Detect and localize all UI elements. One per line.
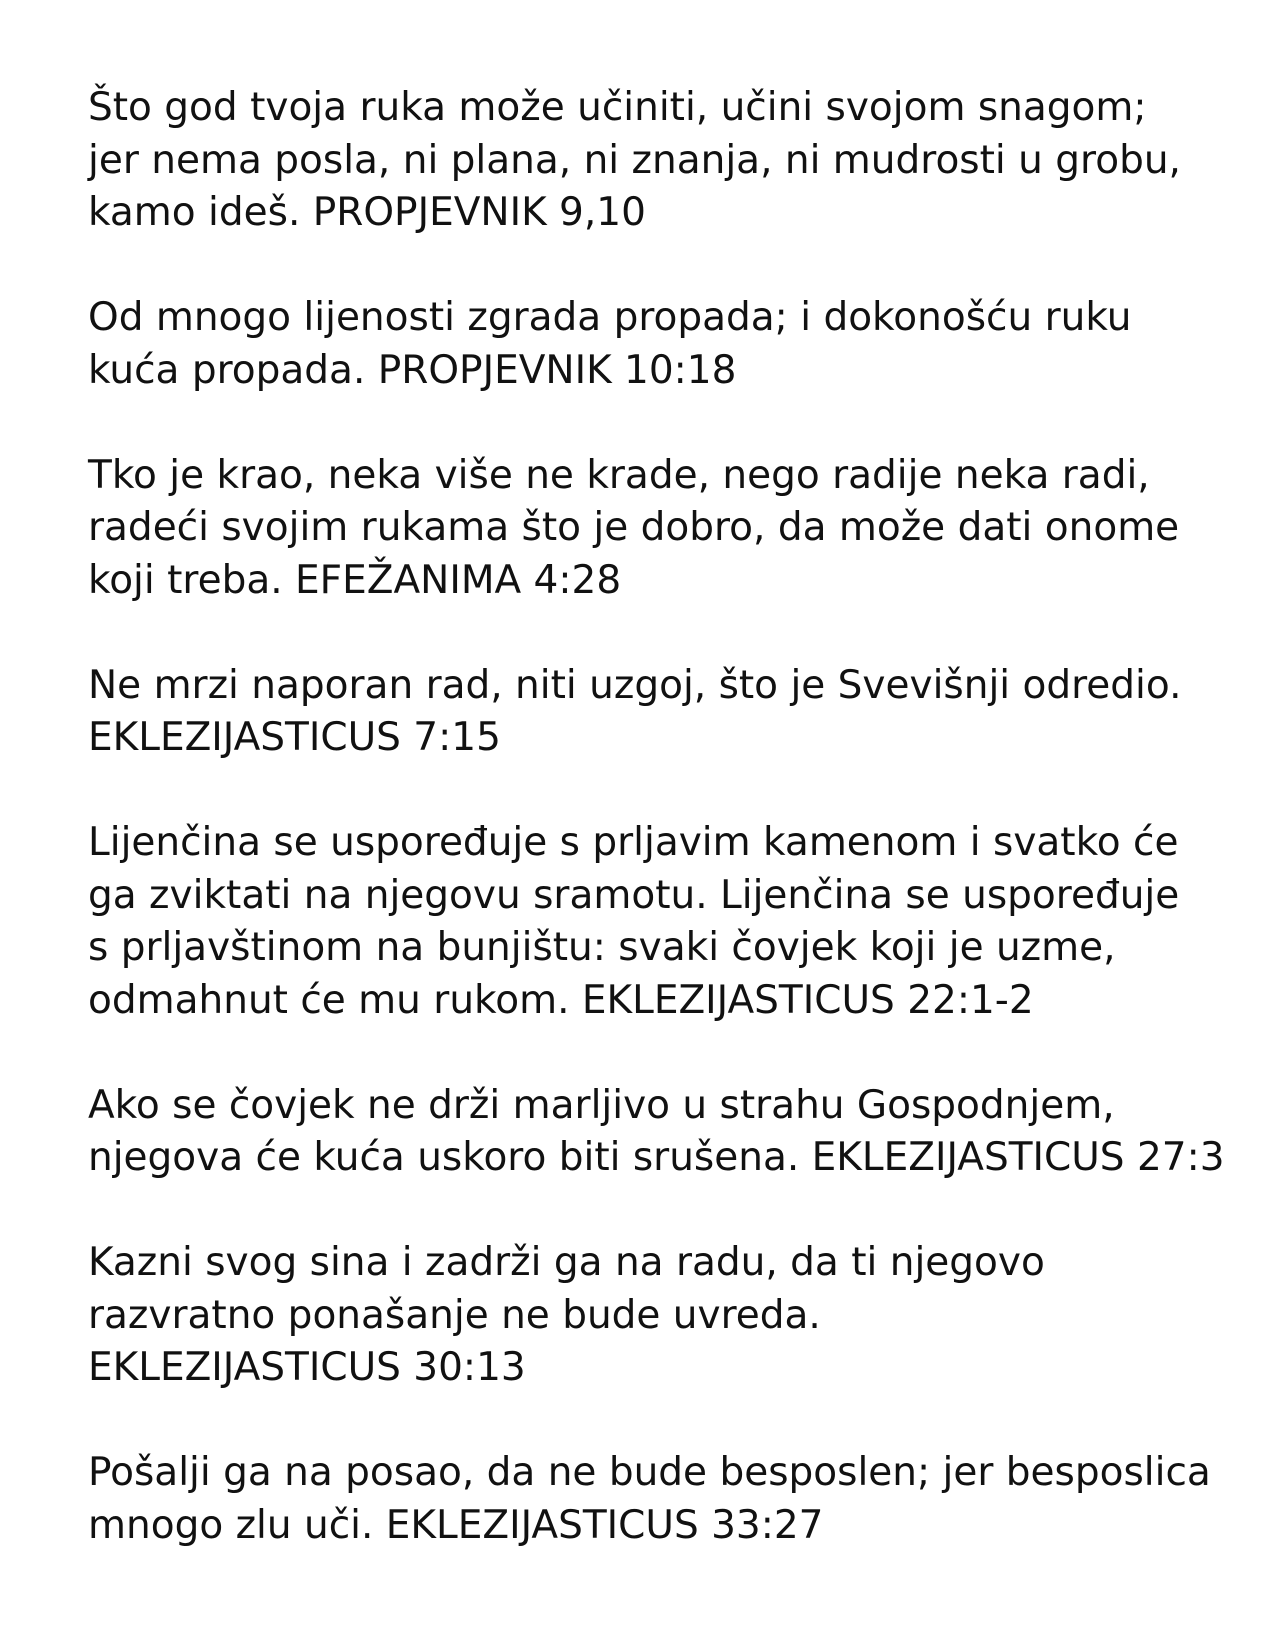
document-page [88, 82, 1268, 1605]
verse-line: Lijenčina se uspoređuje s prljavim kamenom i svatko će [88, 820, 1179, 865]
verse-4 [88, 660, 1268, 765]
verse-1 [88, 82, 1268, 240]
verse-line: kamo ideš. PROPJEVNIK 9,10 [88, 190, 646, 235]
verse-line: Od mnogo lijenosti zgrada propada; i dokonošću ruku [88, 295, 1132, 340]
verse-line: ga zviktati na njegovu sramotu. Lijenčina se uspoređuje [88, 872, 1180, 918]
verse-line: Ako se čovjek ne drži marljivo u strahu Gospodnjem, [88, 1082, 1115, 1128]
verse-line: mnogo zlu uči. EKLEZIJASTICUS 33:27 [88, 1502, 824, 1548]
verse-line: radeći svojim rukama što je dobro, da može dati onome [88, 505, 1180, 550]
verse-5 [88, 817, 1268, 1027]
verse-line: Ne mrzi naporan rad, niti uzgoj, što je Svevišnji odredio. [88, 662, 1182, 708]
verse-7 [88, 1237, 1268, 1395]
verse-line: njegova će kuća uskoro biti srušena. EKLEZIJASTICUS 27:3 [88, 1135, 1225, 1180]
verse-line: s prljavštinom na bunjištu: svaki čovjek koji je uzme, [88, 925, 1116, 970]
verse-line: EKLEZIJASTICUS 7:15 [88, 715, 501, 760]
verse-line: jer nema posla, ni plana, ni znanja, ni mudrosti u grobu, [88, 137, 1181, 183]
verse-line: kuća propada. PROPJEVNIK 10:18 [88, 347, 737, 393]
verse-line: Tko je krao, neka više ne krade, nego radije neka radi, [88, 452, 1150, 498]
verse-line: EKLEZIJASTICUS 30:13 [88, 1345, 526, 1390]
verse-6 [88, 1080, 1268, 1185]
verse-8 [88, 1447, 1268, 1552]
verse-line: Što god tvoja ruka može učiniti, učini svojom snagom; [88, 85, 1147, 130]
verse-3 [88, 450, 1268, 608]
verse-line: Pošalji ga na posao, da ne bude besposlen; jer besposlica [88, 1450, 1211, 1495]
verse-line: koji treba. EFEŽANIMA 4:28 [88, 557, 622, 603]
verse-line: razvratno ponašanje ne bude uvreda. [88, 1292, 821, 1338]
verse-line: odmahnut će mu rukom. EKLEZIJASTICUS 22:1-2 [88, 977, 1034, 1023]
verse-2 [88, 292, 1268, 397]
verse-line: Kazni svog sina i zadrži ga na radu, da ti njegovo [88, 1240, 1045, 1285]
